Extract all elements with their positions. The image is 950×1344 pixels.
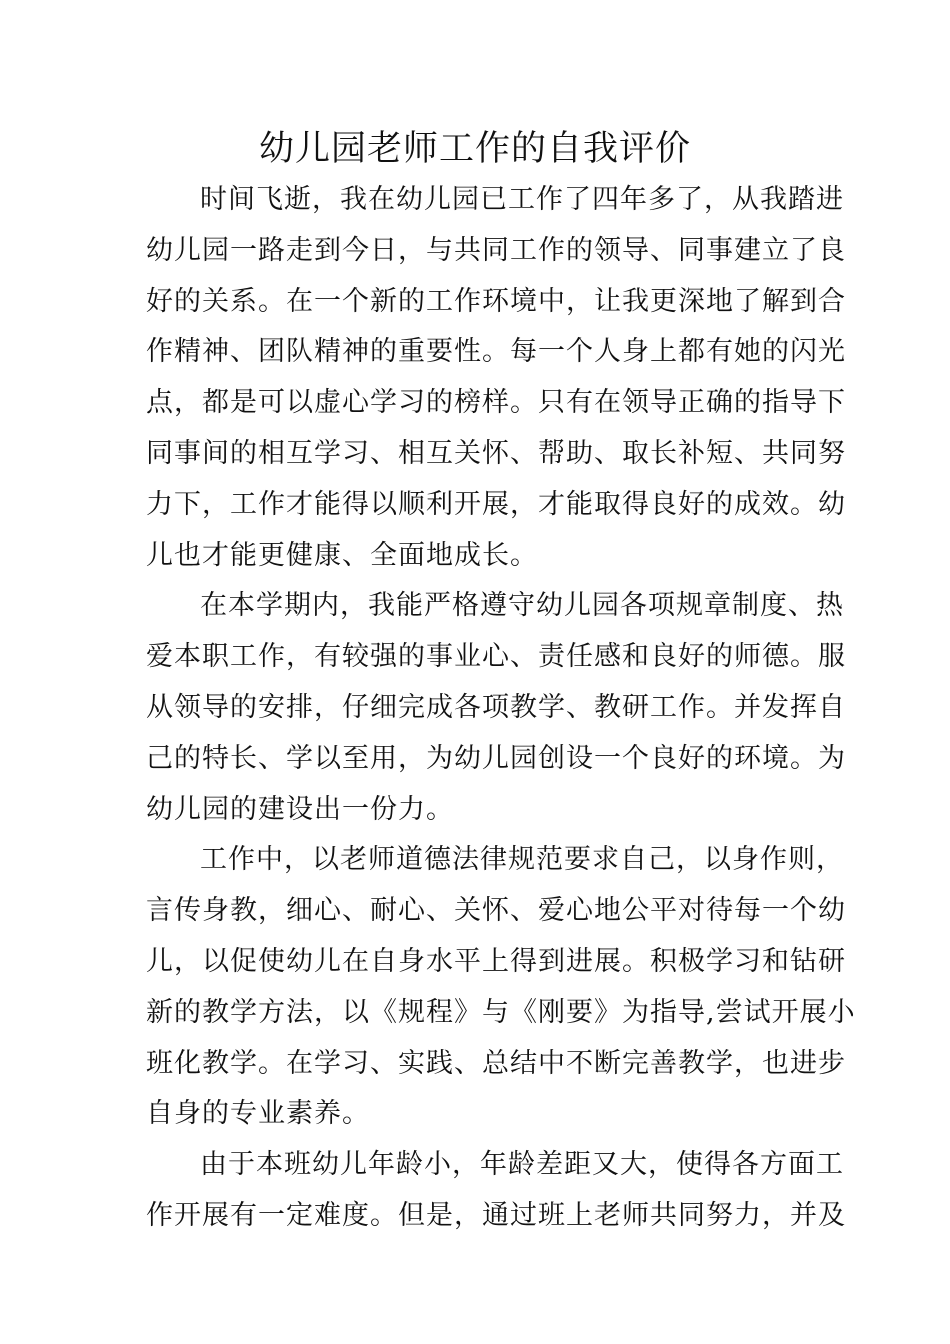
paragraph-line: 从领导的安排，仔细完成各项教学、教研工作。并发挥自 xyxy=(146,691,846,723)
paragraph-line: 点，都是可以虚心学习的榜样。只有在领导正确的指导下 xyxy=(146,387,846,419)
paragraph-line: 儿也才能更健康、全面地成长。 xyxy=(146,539,538,571)
paragraph-line: 新的教学方法，以《规程》与《刚要》为指导,尝试开展小 xyxy=(146,996,856,1028)
paragraph-2 xyxy=(146,581,846,835)
paragraph-line: 工作中，以老师道德法律规范要求自己，以身作则， xyxy=(200,844,844,876)
paragraph-line: 幼儿园一路走到今日，与共同工作的领导、同事建立了良 xyxy=(146,234,846,266)
paragraph-line: 班化教学。在学习、实践、总结中不断完善教学，也进步 xyxy=(146,1047,846,1079)
document-body xyxy=(146,175,856,1242)
paragraph-line: 自身的专业素养。 xyxy=(146,1098,370,1130)
paragraph-1 xyxy=(146,175,846,581)
paragraph-line: 爱本职工作，有较强的事业心、责任感和良好的师德。服 xyxy=(146,641,846,673)
paragraph-line: 好的关系。在一个新的工作环境中，让我更深地了解到合 xyxy=(146,285,846,317)
paragraph-line: 在本学期内，我能严格遵守幼儿园各项规章制度、热 xyxy=(200,590,844,622)
document-title: 幼儿园老师工作的自我评价 xyxy=(258,129,691,169)
paragraph-line: 作开展有一定难度。但是，通过班上老师共同努力，并及 xyxy=(146,1199,846,1231)
paragraph-line: 言传身教，细心、耐心、关怀、爱心地公平对待每一个幼 xyxy=(146,895,846,927)
paragraph-line: 同事间的相互学习、相互关怀、帮助、取长补短、共同努 xyxy=(146,437,846,469)
paragraph-line: 作精神、团队精神的重要性。每一个人身上都有她的闪光 xyxy=(146,336,846,368)
paragraph-line: 时间飞逝，我在幼儿园已工作了四年多了，从我踏进 xyxy=(200,184,844,215)
paragraph-line: 力下，工作才能得以顺利开展，才能取得良好的成效。幼 xyxy=(146,488,846,520)
paragraph-3 xyxy=(146,835,856,1140)
paragraph-line: 己的特长、学以至用，为幼儿园创设一个良好的环境。为 xyxy=(146,742,846,774)
paragraph-line: 幼儿园的建设出一份力。 xyxy=(146,793,454,825)
paragraph-line: 儿，以促使幼儿在自身水平上得到进展。积极学习和钻研 xyxy=(146,945,846,977)
paragraph-4 xyxy=(146,1140,846,1242)
paragraph-line: 由于本班幼儿年龄小，年龄差距又大，使得各方面工 xyxy=(200,1149,844,1181)
